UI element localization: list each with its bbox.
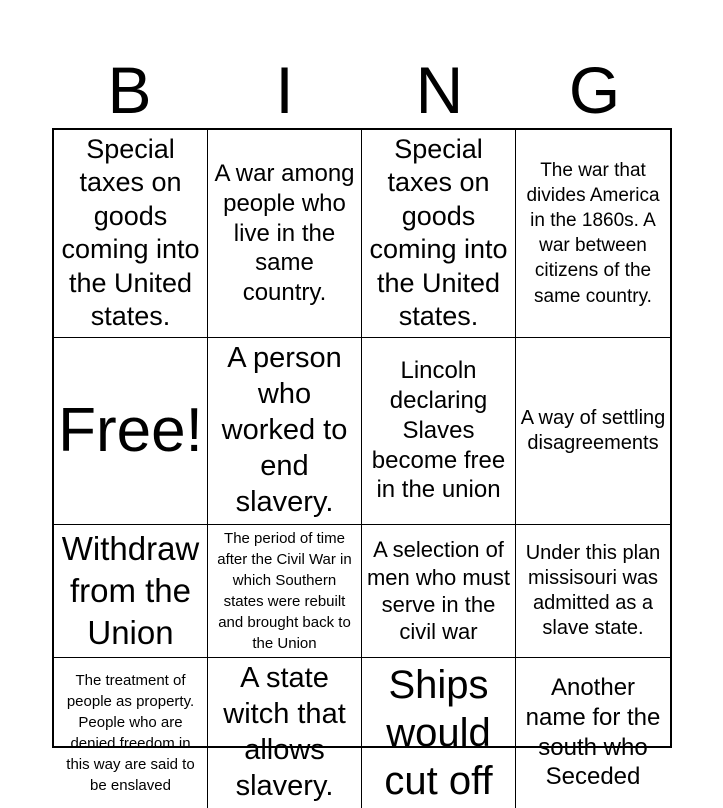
header-letter-i: I [275,53,294,127]
bingo-cell-r2-c4[interactable] [516,338,670,525]
cell-text: A way of settling disagreements [520,406,666,454]
cell-text-free: Free! [58,395,203,465]
bingo-cell-r4-c2[interactable] [208,658,362,808]
header-letter-n: N [415,53,464,127]
bingo-grid [52,128,672,803]
cell-text: The treatment of people as property. People who are denied freedom in this way are said to be enslaved [66,671,195,794]
cell-text: Under this plan missisouri was admitted as a slave state. [525,541,661,639]
bingo-cell-r1-c4[interactable] [516,130,670,338]
cell-text: Another name for the south who Seceded [525,674,661,791]
bingo-cell-r2-c2[interactable] [208,338,362,525]
cell-text: Special taxes on goods coming into the United states. [369,134,508,332]
bingo-cell-r2-c3[interactable] [362,338,516,525]
bingo-cell-r3-c3[interactable] [362,525,516,658]
bingo-cell-r3-c2[interactable] [208,525,362,658]
cell-text: Lincoln declaring Slaves become free in the union [371,357,506,504]
cell-text: A war among people who live in the same country. [214,160,355,307]
cell-text: The period of time after the Civil War in which Southern states were rebuilt and brought back to the Union [217,529,352,652]
bingo-cell-r4-c3[interactable] [362,658,516,808]
cell-text: The war that divides America in the 1860s. A war between citizens of the same country. [526,160,660,307]
header-letter-b: B [107,53,152,127]
cell-text: Ships would cut off [384,662,493,803]
cell-text: Withdraw from the Union [61,529,200,651]
bingo-cell-r3-c1[interactable] [54,525,208,658]
bingo-cell-r2-c1[interactable] [54,338,208,525]
cell-text: A selection of men who must serve in the civil war [366,537,511,644]
header-letter-g: G [568,53,621,127]
bingo-header [52,52,672,128]
bingo-cell-r1-c3[interactable] [362,130,516,338]
bingo-cell-r1-c2[interactable] [208,130,362,338]
bingo-cell-r4-c4[interactable] [516,658,670,808]
bingo-cell-r4-c1[interactable] [54,658,208,808]
cell-text: A state witch that allows slavery. [223,661,346,802]
bingo-cell-r1-c1[interactable] [54,130,208,338]
cell-text: Special taxes on goods coming into the United states. [61,134,200,332]
cell-text: A person who worked to end slavery. [221,341,348,518]
bingo-cell-r3-c4[interactable] [516,525,670,658]
